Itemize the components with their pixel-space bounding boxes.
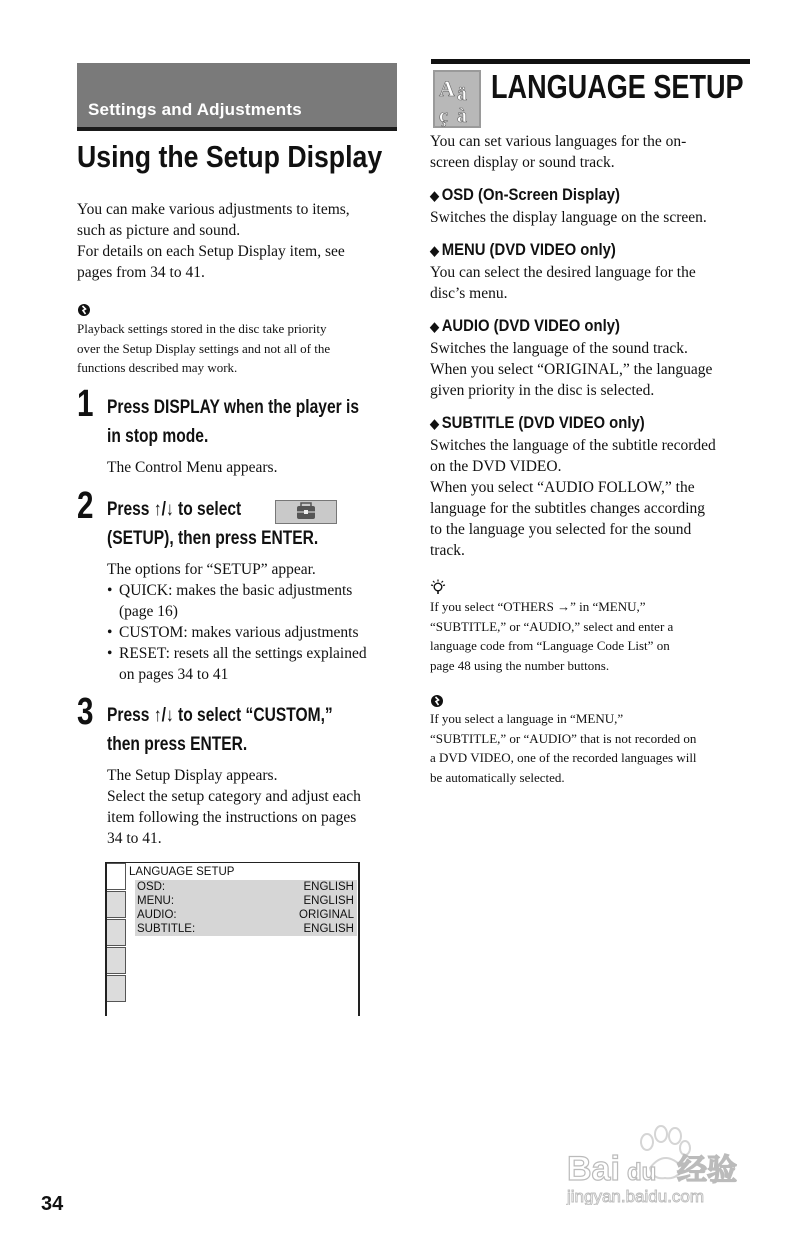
result-line: Select the setup category and adjust each bbox=[107, 788, 361, 805]
description-line: You can select the desired language for the bbox=[430, 264, 696, 281]
svg-text:du: du bbox=[627, 1159, 657, 1186]
category-icon bbox=[107, 919, 126, 946]
setup-row bbox=[135, 908, 357, 922]
category-icon bbox=[107, 863, 126, 890]
step-text: to select “CUSTOM,” bbox=[173, 705, 333, 726]
section-label: Settings and Adjustments bbox=[88, 100, 302, 119]
intro-paragraph bbox=[77, 199, 407, 283]
setup-row bbox=[135, 922, 357, 936]
description-line: Switches the language of the sound track. bbox=[430, 340, 688, 357]
option-text: CUSTOM: makes various adjustments bbox=[119, 624, 359, 641]
option-reset bbox=[107, 643, 407, 685]
hint-line: “SUBTITLE,” or “AUDIO,” select and enter a bbox=[430, 618, 674, 634]
svg-text:A: A bbox=[439, 76, 455, 101]
option-text: (page 16) bbox=[119, 603, 178, 620]
intro-line: pages from 34 to 41. bbox=[77, 264, 205, 281]
description-line: language for the subtitles changes according bbox=[430, 500, 706, 517]
hint-line: If you select “OTHERS →” in “MENU,” bbox=[430, 599, 646, 614]
setup-row-value: ENGLISH bbox=[303, 895, 354, 907]
description-line: track. bbox=[430, 542, 465, 559]
setup-row-label: AUDIO: bbox=[137, 909, 177, 921]
step-number: 1 bbox=[77, 383, 94, 425]
step-1-result: The Control Menu appears. bbox=[107, 459, 278, 476]
audio-heading bbox=[430, 317, 620, 336]
subtitle-heading bbox=[430, 414, 645, 433]
language-intro bbox=[430, 131, 760, 173]
setup-toolbox-icon bbox=[275, 500, 337, 524]
step-text: Press bbox=[107, 499, 154, 520]
note-line: a DVD VIDEO, one of the recorded languages will bbox=[430, 750, 697, 765]
note-line: over the Setup Display settings and not all of the bbox=[77, 340, 331, 356]
option-text: on pages 34 to 41 bbox=[119, 666, 229, 683]
setup-display-rows bbox=[135, 880, 357, 936]
intro-line: You can set various languages for the on- bbox=[430, 133, 687, 150]
note-line: Playback settings stored in the disc take priority bbox=[77, 321, 327, 336]
audio-description bbox=[430, 338, 760, 401]
diamond-bullet-icon: ◆ bbox=[430, 243, 439, 258]
setup-row-label: MENU: bbox=[137, 895, 175, 907]
step-text: Press bbox=[107, 705, 154, 726]
svg-text:à: à bbox=[457, 105, 467, 127]
diamond-bullet-icon: ◆ bbox=[430, 319, 439, 334]
step-2-result bbox=[107, 559, 407, 685]
setup-row-label: OSD: bbox=[137, 881, 166, 893]
osd-heading bbox=[430, 186, 620, 205]
setup-options-list bbox=[107, 580, 407, 685]
category-icon bbox=[107, 947, 126, 974]
osd-description bbox=[430, 207, 760, 228]
section-band bbox=[77, 63, 397, 131]
step-number: 2 bbox=[77, 485, 94, 527]
option-quick bbox=[107, 580, 407, 622]
description-line: Switches the display language on the screen. bbox=[430, 209, 707, 226]
language-note-text bbox=[430, 709, 760, 787]
item-heading-text: MENU (DVD VIDEO only) bbox=[441, 241, 616, 259]
language-setup-title: LANGUAGE SETUP bbox=[491, 68, 744, 105]
result-line: The Setup Display appears. bbox=[107, 767, 278, 784]
option-text: QUICK: makes the basic adjustments bbox=[119, 582, 353, 599]
hint-line: language code from “Language Code List” on bbox=[430, 638, 670, 653]
baidu-jingyan-watermark bbox=[565, 1120, 755, 1205]
result-line: item following the instructions on pages bbox=[107, 809, 357, 826]
note-text bbox=[77, 319, 407, 378]
description-line: given priority in the disc is selected. bbox=[430, 382, 655, 399]
up-down-arrows-icon: ↑/↓ bbox=[153, 705, 174, 726]
page-number: 34 bbox=[41, 1193, 64, 1215]
svg-text:经验: 经验 bbox=[677, 1153, 737, 1188]
svg-text:ä: ä bbox=[457, 83, 467, 105]
step-line: then press ENTER. bbox=[107, 734, 248, 755]
step-line bbox=[107, 701, 333, 730]
step-line: in stop mode. bbox=[107, 426, 209, 447]
item-heading-text: AUDIO (DVD VIDEO only) bbox=[441, 317, 620, 335]
hint-text bbox=[430, 597, 760, 675]
note-line: be automatically selected. bbox=[430, 769, 565, 785]
up-down-arrows-icon: ↑/↓ bbox=[153, 499, 174, 520]
page-title: Using the Setup Display bbox=[77, 139, 383, 174]
hint-line: page 48 using the number buttons. bbox=[430, 657, 610, 673]
option-text: RESET: resets all the settings explained bbox=[119, 645, 367, 662]
intro-line: screen display or sound track. bbox=[430, 154, 615, 171]
language-icon bbox=[433, 70, 481, 128]
subtitle-description bbox=[430, 435, 760, 561]
category-icon bbox=[107, 891, 126, 918]
diamond-bullet-icon: ◆ bbox=[430, 188, 439, 203]
hint-lightbulb-icon bbox=[430, 579, 446, 595]
description-line: When you select “AUDIO FOLLOW,” the bbox=[430, 479, 695, 496]
svg-text:ç: ç bbox=[439, 105, 448, 127]
description-line: on the DVD VIDEO. bbox=[430, 458, 562, 475]
description-line: disc’s menu. bbox=[430, 285, 508, 302]
setup-row-value: ORIGINAL bbox=[299, 909, 354, 921]
description-line: When you select “ORIGINAL,” the language bbox=[430, 361, 713, 378]
step-1-instruction bbox=[107, 393, 359, 451]
setup-row-value: ENGLISH bbox=[303, 881, 354, 893]
setup-row-label: SUBTITLE: bbox=[137, 923, 196, 935]
item-heading-text: SUBTITLE (DVD VIDEO only) bbox=[441, 414, 645, 432]
setup-row-value: ENGLISH bbox=[303, 923, 354, 935]
note-line: “SUBTITLE,” or “AUDIO” that is not recorded on bbox=[430, 730, 697, 746]
step-line: Press DISPLAY when the player is bbox=[107, 397, 359, 418]
note-icon bbox=[77, 303, 91, 317]
diamond-bullet-icon: ◆ bbox=[430, 416, 439, 431]
menu-description bbox=[430, 262, 760, 304]
description-line: Switches the language of the subtitle recorded bbox=[430, 437, 716, 454]
setup-display-illustration bbox=[105, 862, 360, 1016]
intro-line: For details on each Setup Display item, see bbox=[77, 243, 345, 260]
setup-row bbox=[135, 894, 357, 908]
note-line: If you select a language in “MENU,” bbox=[430, 711, 624, 726]
setup-row bbox=[135, 880, 357, 894]
setup-display-heading: LANGUAGE SETUP bbox=[129, 866, 235, 878]
category-icon bbox=[107, 975, 126, 1002]
result-line: The options for “SETUP” appear. bbox=[107, 561, 316, 578]
step-3-result bbox=[107, 765, 407, 849]
description-line: to the language you selected for the sound bbox=[430, 521, 692, 538]
step-number: 3 bbox=[77, 691, 94, 733]
step-3-instruction bbox=[107, 701, 333, 759]
intro-line: such as picture and sound. bbox=[77, 222, 241, 239]
option-custom bbox=[107, 622, 407, 643]
section-rule bbox=[431, 59, 750, 64]
note-icon bbox=[430, 694, 444, 708]
menu-heading bbox=[430, 241, 616, 260]
note-line: functions described may work. bbox=[77, 360, 238, 375]
result-line: 34 to 41. bbox=[107, 830, 162, 847]
item-heading-text: OSD (On-Screen Display) bbox=[441, 186, 620, 204]
setup-category-icons bbox=[107, 863, 127, 1003]
step-line: (SETUP), then press ENTER. bbox=[107, 528, 319, 549]
svg-text:Bai: Bai bbox=[567, 1150, 620, 1188]
svg-text:jingyan.baidu.com: jingyan.baidu.com bbox=[567, 1187, 705, 1205]
step-text: to select bbox=[173, 499, 242, 520]
intro-line: You can make various adjustments to items, bbox=[77, 201, 350, 218]
